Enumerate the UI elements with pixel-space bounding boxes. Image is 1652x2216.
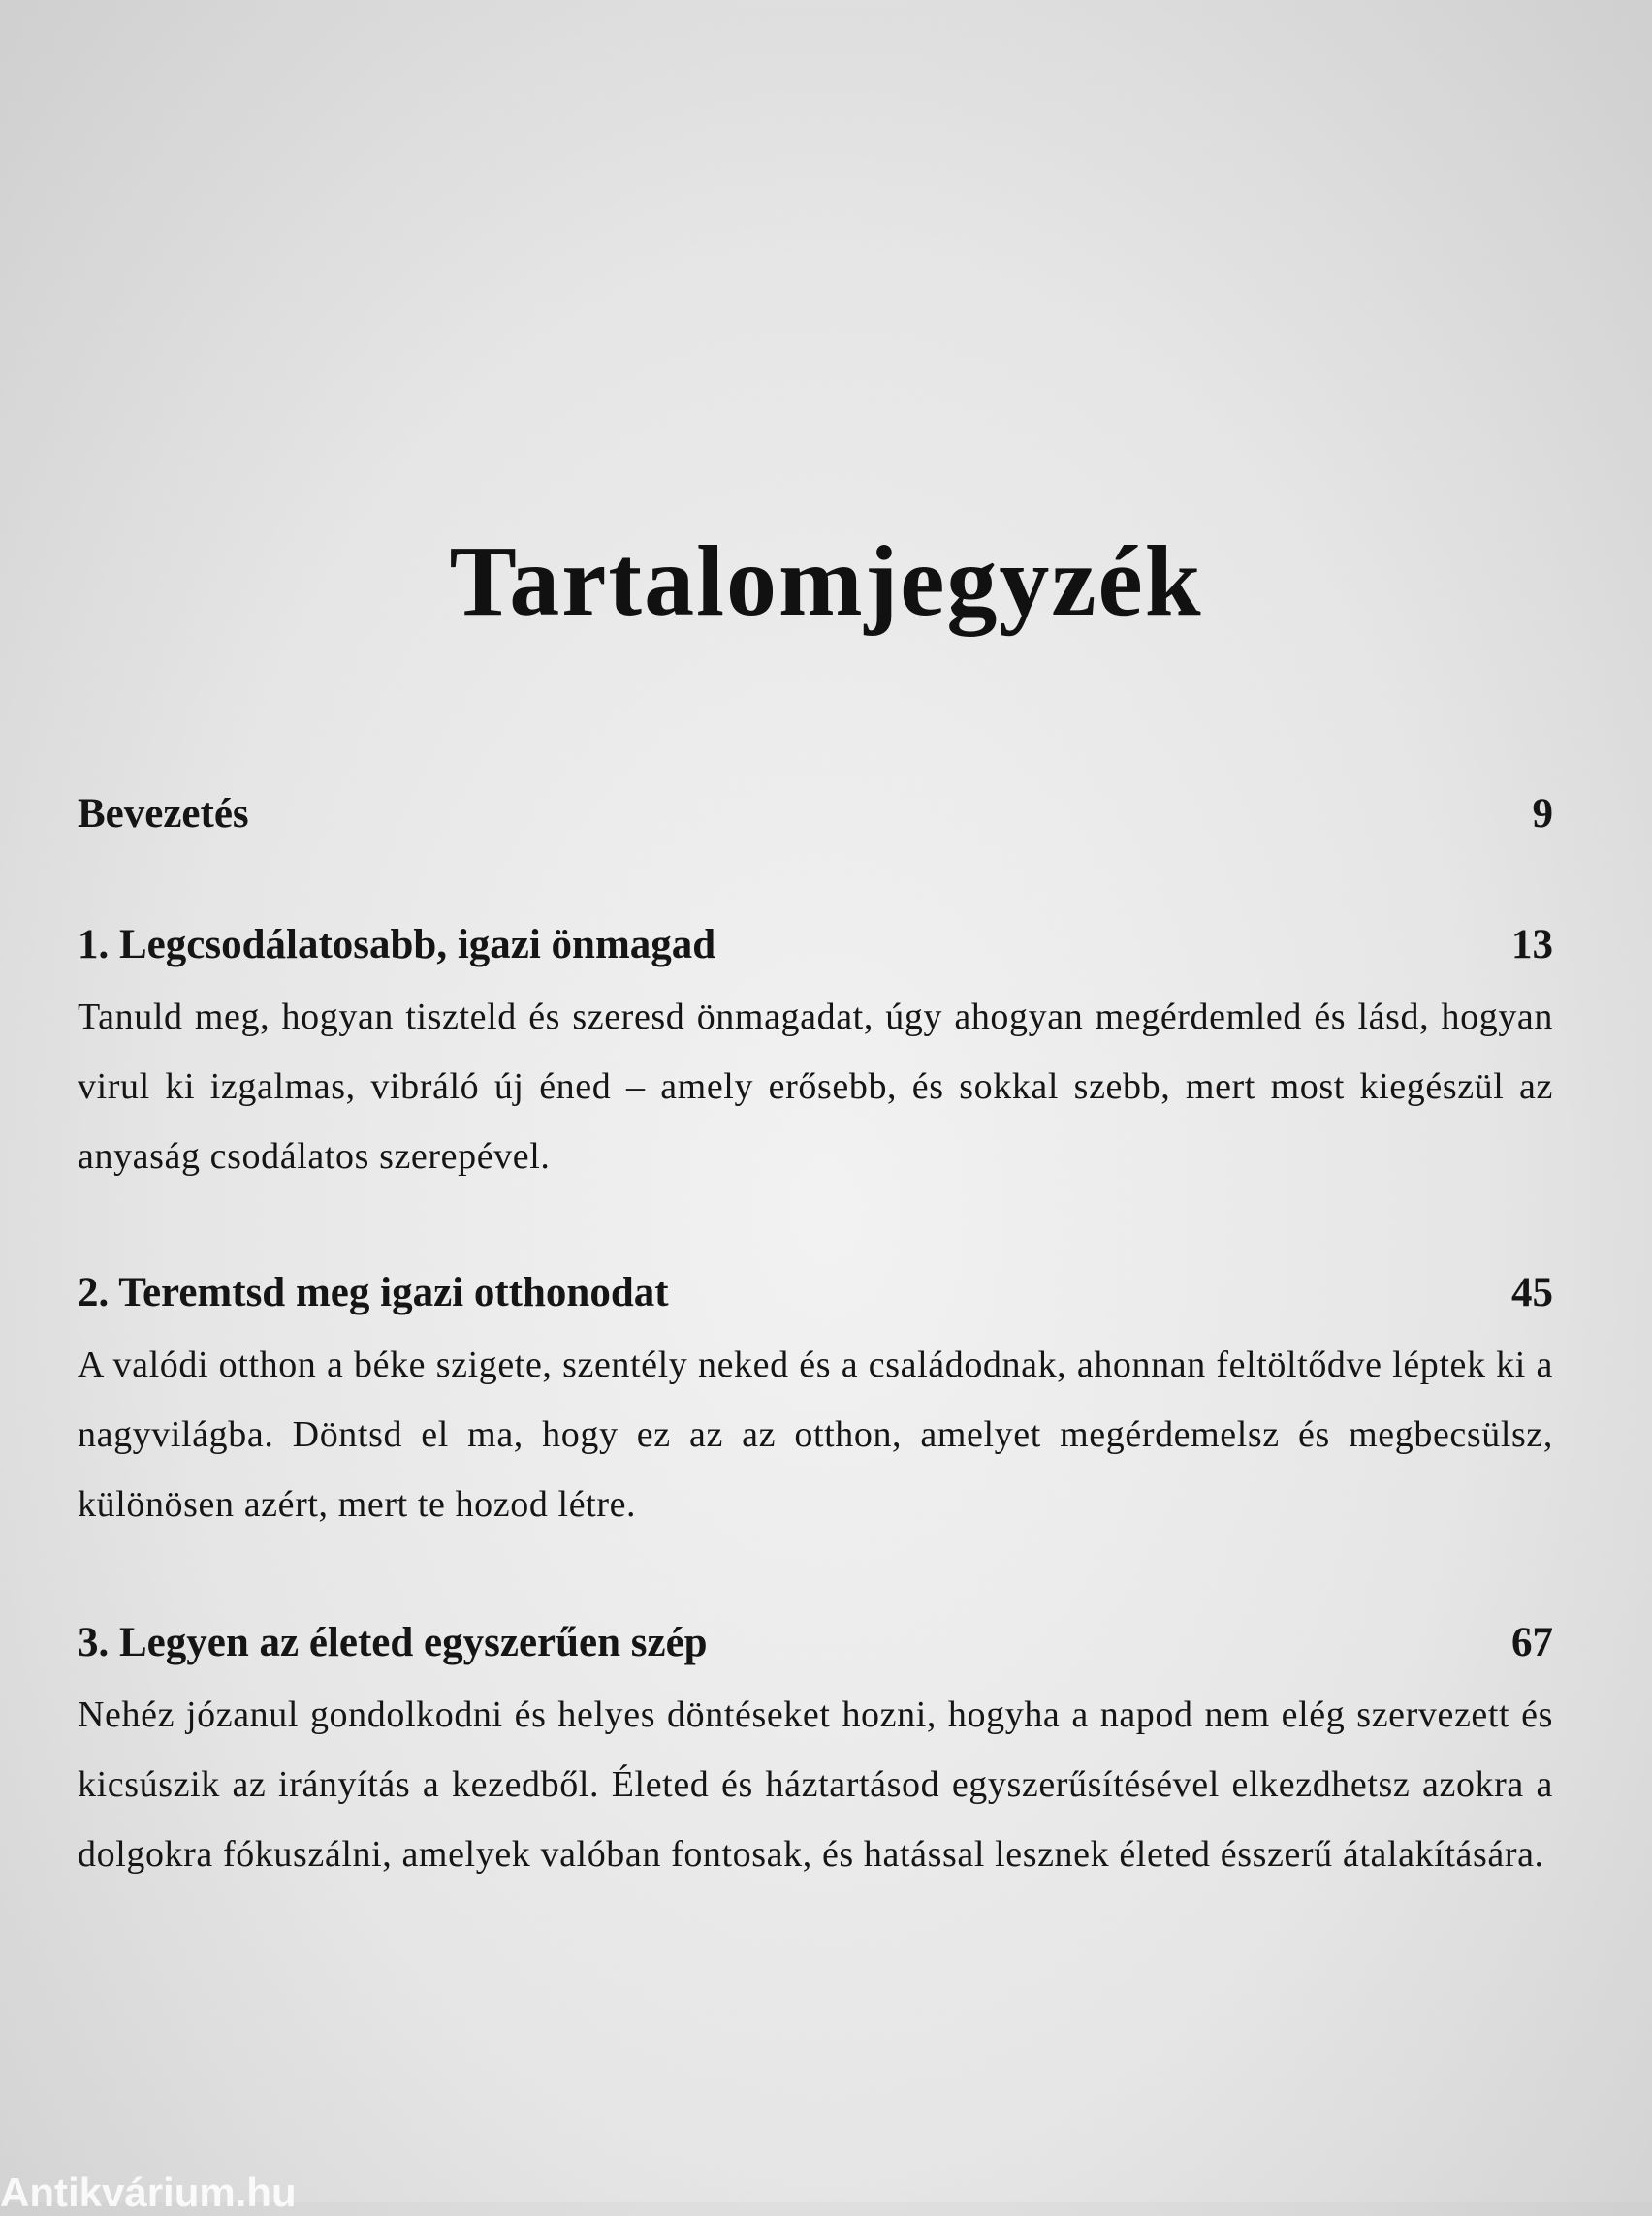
toc-entry-title: Bevezetés xyxy=(78,791,249,837)
toc-entry-chapter-2 xyxy=(78,1264,1553,1539)
toc-entry-page-number: 9 xyxy=(1532,791,1553,837)
toc-entry-header xyxy=(78,785,1553,843)
toc-entry-page-number: 45 xyxy=(1511,1270,1553,1315)
toc-entry-header xyxy=(78,1614,1553,1672)
toc-entry-header xyxy=(78,1264,1553,1322)
toc-entry-page-number: 67 xyxy=(1511,1620,1553,1665)
toc-entry-chapter-1 xyxy=(78,916,1553,1191)
toc-entry-chapter-3 xyxy=(78,1614,1553,1889)
toc-entry-description: Nehéz józanul gondolkodni és helyes döntéseket hozni, hogyha a napod nem elég szervezett és kicsúszik az irányítás a kezedből. Életed és háztartásod egyszerűsítésével elkezdhetsz azokra a dolgokra fókuszálni, amelyek valóban fontosak, és hatással lesznek életed ésszerű átalakítására. xyxy=(78,1694,1553,1875)
toc-entry-title: 1. Legcsodálatosabb, igazi önmagad xyxy=(78,922,716,967)
toc-entry-page-number: 13 xyxy=(1511,922,1553,967)
toc-entry-header xyxy=(78,916,1553,974)
toc-entry-title: 2. Teremtsd meg igazi otthonodat xyxy=(78,1270,669,1315)
toc-entry-description: Tanuld meg, hogyan tiszteld és szeresd önmagadat, úgy ahogyan megérdemled és lásd, hogyan virul ki izgalmas, vibráló új éned – amely erősebb, és sokkal szebb, mert most kiegészül az anyaság csodálatos szerepével. xyxy=(78,997,1553,1177)
page-title: Tartalomjegyzék xyxy=(449,525,1203,637)
watermark-text: Antikvárium.hu xyxy=(0,2169,297,2215)
toc-entry-title: 3. Legyen az életed egyszerűen szép xyxy=(78,1620,708,1665)
toc-entry-description: A valódi otthon a béke szigete, szentély neked és a családodnak, ahonnan feltöltődve léptek ki a nagyvilágba. Döntsd el ma, hogy ez az az otthon, amelyet megérdemelsz és megbecsülsz, különösen azért, mert te hozod létre. xyxy=(78,1345,1553,1525)
toc-entry-introduction xyxy=(78,785,1553,843)
